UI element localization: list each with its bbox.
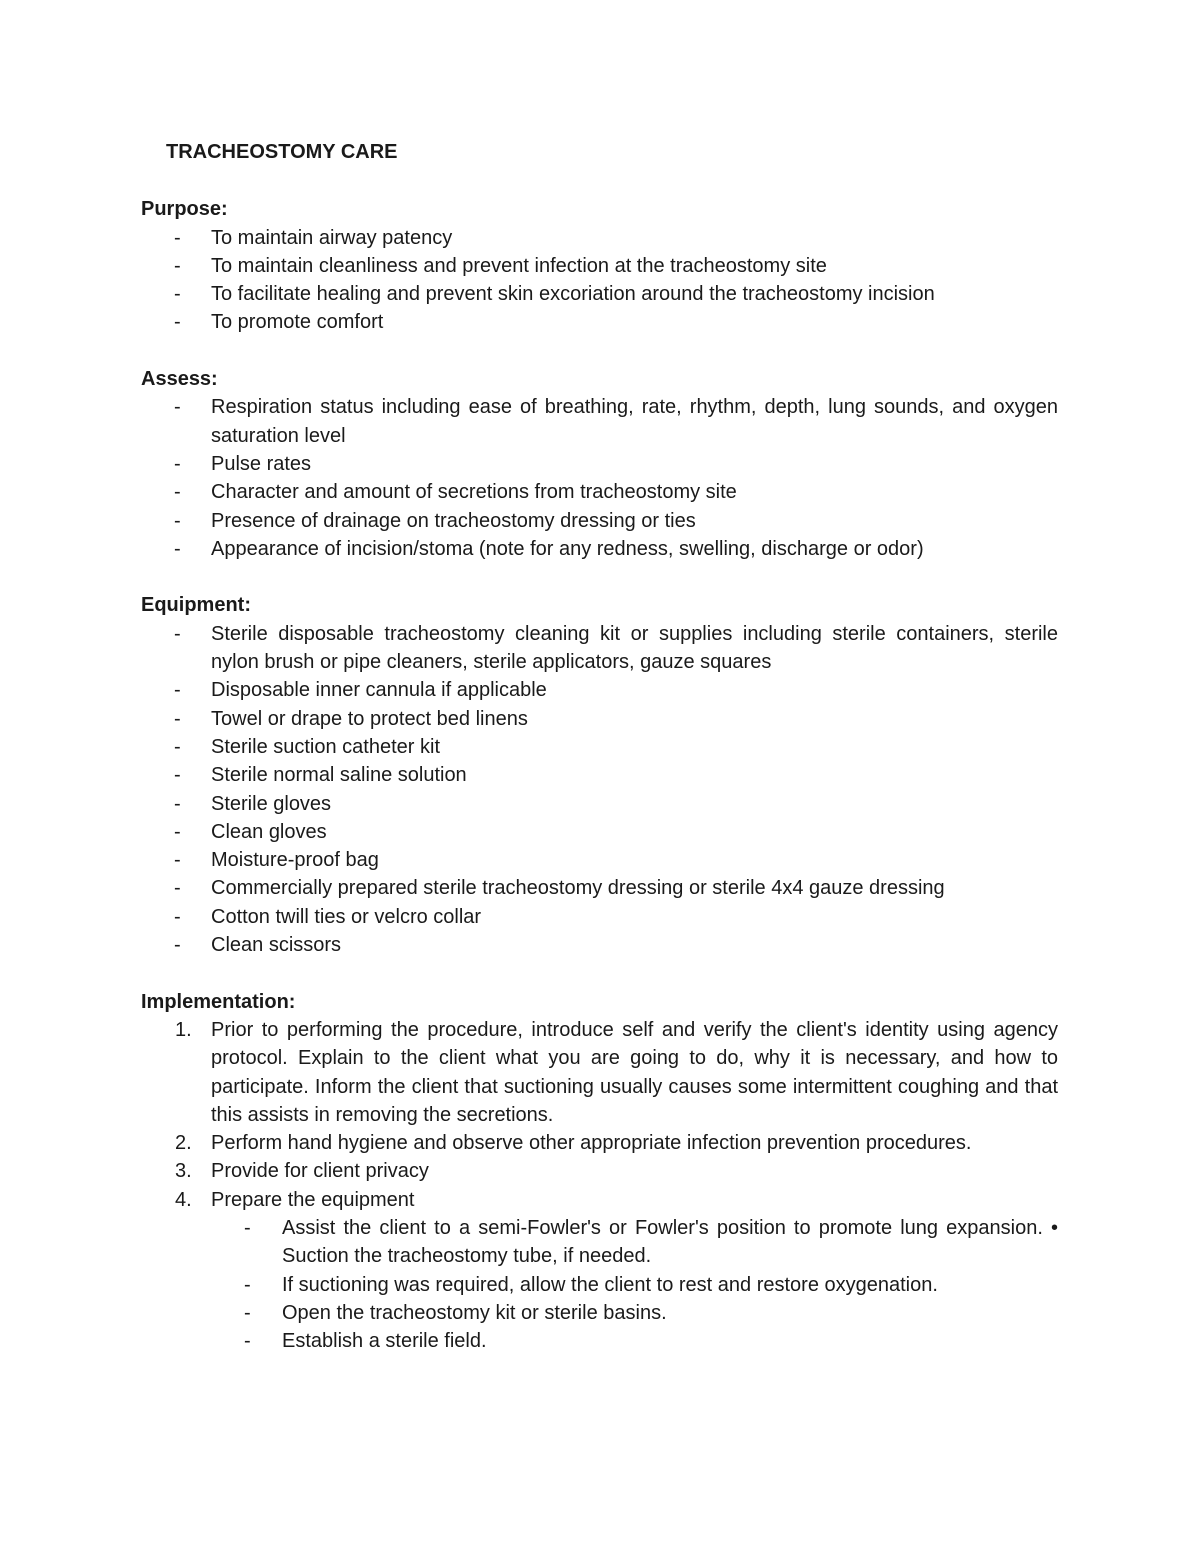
equipment-section: [141, 591, 1058, 959]
step-item: 3. Provide for client privacy: [141, 1157, 1058, 1185]
list-item: - Towel or drape to protect bed linens: [141, 705, 1058, 733]
list-item: - Character and amount of secretions from tracheostomy site: [141, 478, 1058, 506]
sub-list-item: - If suctioning was required, allow the client to rest and restore oxygenation.: [211, 1271, 1058, 1299]
list-item: - Cotton twill ties or velcro collar: [141, 903, 1058, 931]
purpose-list: [141, 224, 1058, 337]
dash-bullet: -: [244, 1301, 251, 1324]
list-item: - To facilitate healing and prevent skin excoriation around the tracheostomy incision: [141, 280, 1058, 308]
list-item: - To maintain airway patency: [141, 224, 1058, 252]
dash-bullet: -: [174, 905, 181, 928]
list-item: - To promote comfort: [141, 308, 1058, 336]
assess-list: [141, 393, 1058, 563]
step-number: 3.: [175, 1160, 192, 1183]
sub-list-item: - Establish a sterile field.: [211, 1327, 1058, 1355]
dash-bullet: -: [174, 481, 181, 504]
dash-bullet: -: [174, 622, 181, 645]
dash-bullet: -: [174, 764, 181, 787]
list-item: - Sterile normal saline solution: [141, 761, 1058, 789]
purpose-section: [141, 195, 1058, 336]
list-item: - Commercially prepared sterile tracheostomy dressing or sterile 4x4 gauze dressing: [141, 874, 1058, 902]
dash-bullet: -: [174, 311, 181, 334]
step-item: 4. Prepare the equipment - Assist the client to a semi-Fowler's or Fowler's position to promote lung expansion. • Suction the tracheostomy tube, if needed. - If suctioning was required, allow the client to rest and restore oxygenation. - Open the tracheostomy kit or sterile basins. - Establish a sterile field.: [141, 1186, 1058, 1356]
step-item: 2. Perform hand hygiene and observe other appropriate infection prevention procedures.: [141, 1129, 1058, 1157]
dash-bullet: -: [174, 537, 181, 560]
prepare-equipment-sublist: [211, 1214, 1058, 1355]
dash-bullet: -: [244, 1273, 251, 1296]
sub-list-item: - Open the tracheostomy kit or sterile basins.: [211, 1299, 1058, 1327]
dash-bullet: -: [174, 679, 181, 702]
dash-bullet: -: [174, 283, 181, 306]
list-item: - Moisture-proof bag: [141, 846, 1058, 874]
step-item: 1. Prior to performing the procedure, introduce self and verify the client's identity using agency protocol. Explain to the client what you are going to do, why it is necessary, and how to participate. Inform the client that suctioning usually causes some intermittent coughing and that this assists in removing the secretions.: [141, 1016, 1058, 1129]
implementation-steps: [141, 1016, 1058, 1356]
list-item: - Clean gloves: [141, 818, 1058, 846]
assess-heading: Assess:: [141, 368, 218, 391]
dash-bullet: -: [244, 1216, 251, 1239]
equipment-list: [141, 620, 1058, 960]
dash-bullet: -: [174, 707, 181, 730]
dash-bullet: -: [174, 735, 181, 758]
step-number: 4.: [175, 1188, 192, 1211]
implementation-section: [141, 988, 1058, 1356]
document-title: TRACHEOSTOMY CARE: [166, 141, 398, 163]
dash-bullet: -: [174, 396, 181, 419]
list-item: - Sterile disposable tracheostomy cleaning kit or supplies including sterile containers, sterile nylon brush or pipe cleaners, sterile applicators, gauze squares: [141, 620, 1058, 677]
dash-bullet: -: [174, 452, 181, 475]
assess-section: [141, 365, 1058, 563]
dash-bullet: -: [174, 877, 181, 900]
implementation-heading: Implementation:: [141, 990, 296, 1013]
dash-bullet: -: [174, 254, 181, 277]
list-item: - Clean scissors: [141, 931, 1058, 959]
dash-bullet: -: [174, 792, 181, 815]
list-item: - To maintain cleanliness and prevent infection at the tracheostomy site: [141, 252, 1058, 280]
equipment-heading: Equipment:: [141, 594, 251, 617]
purpose-heading: Purpose:: [141, 198, 228, 221]
list-item: - Disposable inner cannula if applicable: [141, 676, 1058, 704]
list-item: - Respiration status including ease of breathing, rate, rhythm, depth, lung sounds, and oxygen saturation level: [141, 393, 1058, 450]
dash-bullet: -: [174, 509, 181, 532]
dash-bullet: -: [174, 849, 181, 872]
dash-bullet: -: [244, 1330, 251, 1353]
dash-bullet: -: [174, 226, 181, 249]
list-item: - Appearance of incision/stoma (note for any redness, swelling, discharge or odor): [141, 535, 1058, 563]
step-number: 1.: [175, 1018, 192, 1041]
list-item: - Sterile suction catheter kit: [141, 733, 1058, 761]
document-page: [141, 138, 1058, 1384]
step-number: 2.: [175, 1132, 192, 1155]
sub-list-item: - Assist the client to a semi-Fowler's or Fowler's position to promote lung expansion. • Suction the tracheostomy tube, if needed.: [211, 1214, 1058, 1271]
dash-bullet: -: [174, 820, 181, 843]
dash-bullet: -: [174, 934, 181, 957]
list-item: - Sterile gloves: [141, 790, 1058, 818]
list-item: - Presence of drainage on tracheostomy dressing or ties: [141, 507, 1058, 535]
list-item: - Pulse rates: [141, 450, 1058, 478]
